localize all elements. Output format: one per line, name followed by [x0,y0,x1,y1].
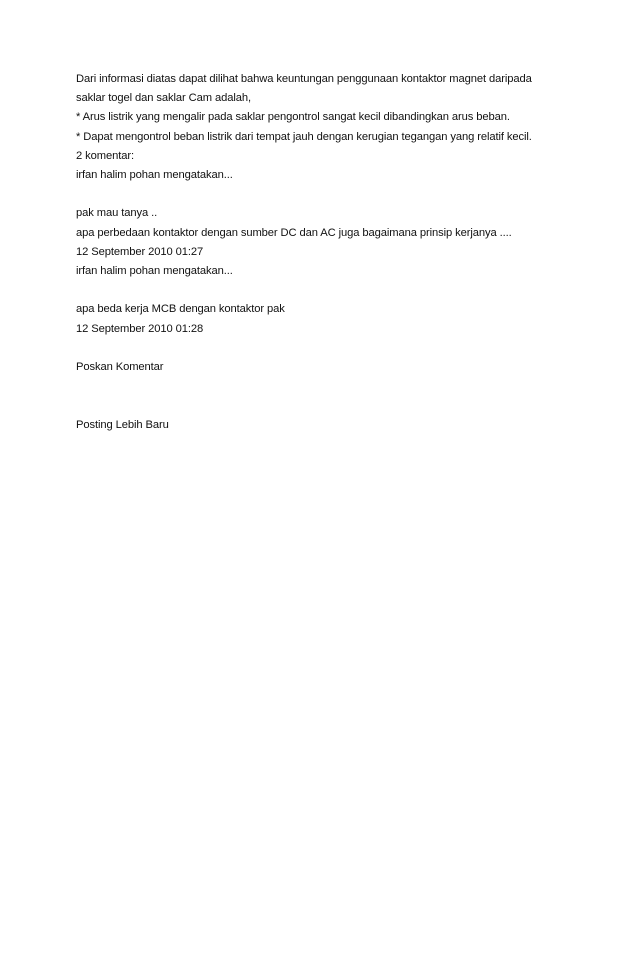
newer-post-link[interactable]: Posting Lebih Baru [76,418,169,431]
comment-item [76,262,576,339]
comment-author-line: irfan halim pohan mengatakan... [76,265,233,278]
comment-body-line: apa beda kerja MCB dengan kontaktor pak [76,303,285,316]
comment-author-line: irfan halim pohan mengatakan... [76,169,233,182]
comment-body-line: apa perbedaan kontaktor dengan sumber DC dan AC juga bagaimana prinsip kerjanya .... [76,226,512,239]
spacer [76,281,576,300]
spacer [76,339,576,358]
comment-item [76,166,576,262]
document-page [76,70,576,435]
comment-timestamp[interactable]: 12 September 2010 01:27 [76,245,204,258]
comment-count: 2 komentar: [76,149,134,162]
article-body [76,70,576,147]
article-line: saklar togel dan saklar Cam adalah, [76,92,251,105]
comment-timestamp[interactable]: 12 September 2010 01:28 [76,322,204,335]
spacer [76,185,576,204]
comment-body-line: pak mau tanya .. [76,207,158,220]
article-line: * Dapat mengontrol beban listrik dari tempat jauh dengan kerugian tegangan yang relatif kecil. [76,130,532,143]
spacer [76,377,576,415]
article-line: * Arus listrik yang mengalir pada saklar pengontrol sangat kecil dibandingkan arus beban. [76,111,510,124]
post-comment-link[interactable]: Poskan Komentar [76,361,164,373]
comments-section [76,147,576,339]
article-line: Dari informasi diatas dapat dilihat bahwa keuntungan penggunaan kontaktor magnet daripada [76,73,532,85]
